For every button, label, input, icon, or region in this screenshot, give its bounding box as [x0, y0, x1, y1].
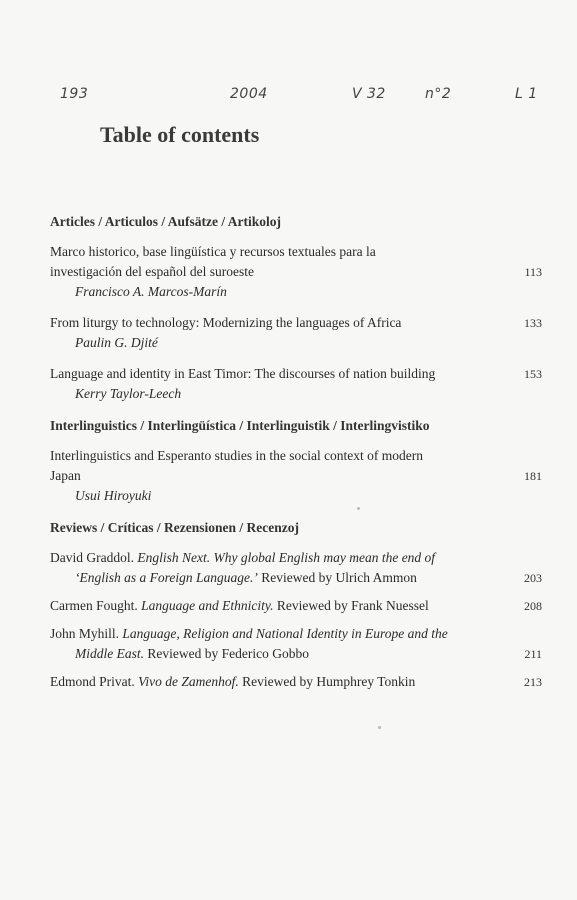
entry-author: Kerry Taylor-Leech — [75, 386, 182, 401]
toc-entry[interactable] — [50, 313, 542, 353]
entry-title-line — [50, 644, 495, 664]
entry-title — [50, 624, 495, 664]
entry-title-line — [50, 548, 495, 568]
entry-title — [50, 548, 495, 588]
review-author: Carmen Fought. — [50, 598, 138, 613]
entry-title — [50, 596, 495, 616]
handwritten-note: L 1 — [515, 86, 538, 102]
entry-page-number: 213 — [524, 675, 542, 689]
handwritten-note: 193 — [60, 86, 89, 102]
toc-entry[interactable] — [50, 242, 542, 302]
entry-page-number: 203 — [524, 571, 542, 585]
entry-author: Usui Hiroyuki — [75, 488, 152, 503]
entry-title — [50, 242, 490, 282]
toc-entry[interactable] — [50, 596, 542, 616]
scan-speck — [357, 507, 360, 510]
entry-title — [50, 446, 490, 486]
toc-entry[interactable] — [50, 446, 542, 506]
review-reviewer: Reviewed by Frank Nuessel — [276, 598, 429, 613]
review-book-title: English Next. Why global English may mean the end of — [137, 550, 436, 565]
entry-title — [50, 672, 495, 692]
review-book-title: ‘English as a Foreign Language.’ — [75, 570, 258, 585]
toc-entry[interactable] — [50, 624, 542, 664]
section-interlinguistics — [50, 418, 542, 506]
handwritten-note: 2004 — [230, 86, 268, 102]
entry-title-line — [50, 624, 495, 644]
handwritten-note: V 32 — [352, 86, 386, 102]
entry-title-line — [50, 568, 495, 588]
handwritten-note: n°2 — [425, 86, 452, 102]
review-book-title: Middle East. — [75, 646, 144, 661]
section-reviews — [50, 520, 542, 692]
review-author: Edmond Privat. — [50, 674, 135, 689]
toc-entry[interactable] — [50, 548, 542, 588]
review-book-title: Language, Religion and National Identity in Europe and the — [122, 626, 448, 641]
toc-entry[interactable] — [50, 672, 542, 692]
review-author: John Myhill. — [50, 626, 120, 641]
entry-page-number: 208 — [524, 599, 542, 613]
section-articles — [50, 214, 542, 404]
review-book-title: Vivo de Zamenhof. — [138, 674, 239, 689]
scan-speck — [378, 726, 381, 729]
toc-entry[interactable] — [50, 364, 542, 404]
section-heading: Reviews / Críticas / Rezensionen / Recenzoj — [50, 520, 299, 535]
section-heading: Articles / Articulos / Aufsätze / Artikoloj — [50, 214, 281, 229]
entry-page-number: 133 — [524, 316, 542, 330]
table-of-contents — [50, 214, 542, 706]
entry-title-line: Interlinguistics and Esperanto studies in the social context of modern — [50, 448, 424, 463]
entry-page-number: 181 — [524, 469, 542, 483]
entry-author: Paulin G. Djité — [75, 335, 158, 350]
section-heading: Interlinguistics / Interlingüística / Interlinguistik / Interlingvistiko — [50, 418, 430, 433]
entry-page-number: 153 — [524, 367, 542, 381]
entry-title-line: investigación del español del suroeste — [50, 264, 254, 279]
entry-title: From liturgy to technology: Modernizing the languages of Africa — [50, 315, 402, 330]
entry-title-line: Marco historico, base lingüística y recursos textuales para la — [50, 244, 376, 259]
entry-title-line: Japan — [50, 468, 81, 483]
handwritten-notes — [60, 86, 550, 112]
review-reviewer: Reviewed by Humphrey Tonkin — [242, 674, 416, 689]
entry-author: Francisco A. Marcos-Marín — [75, 284, 227, 299]
review-reviewer: Reviewed by Federico Gobbo — [147, 646, 309, 661]
review-author: David Graddol. — [50, 550, 134, 565]
entry-page-number: 113 — [524, 265, 542, 279]
entry-title: Language and identity in East Timor: The discourses of nation building — [50, 366, 436, 381]
review-book-title: Language and Ethnicity. — [141, 598, 274, 613]
entry-page-number: 211 — [524, 647, 542, 661]
review-reviewer: Reviewed by Ulrich Ammon — [261, 570, 417, 585]
page-title: Table of contents — [100, 122, 260, 147]
